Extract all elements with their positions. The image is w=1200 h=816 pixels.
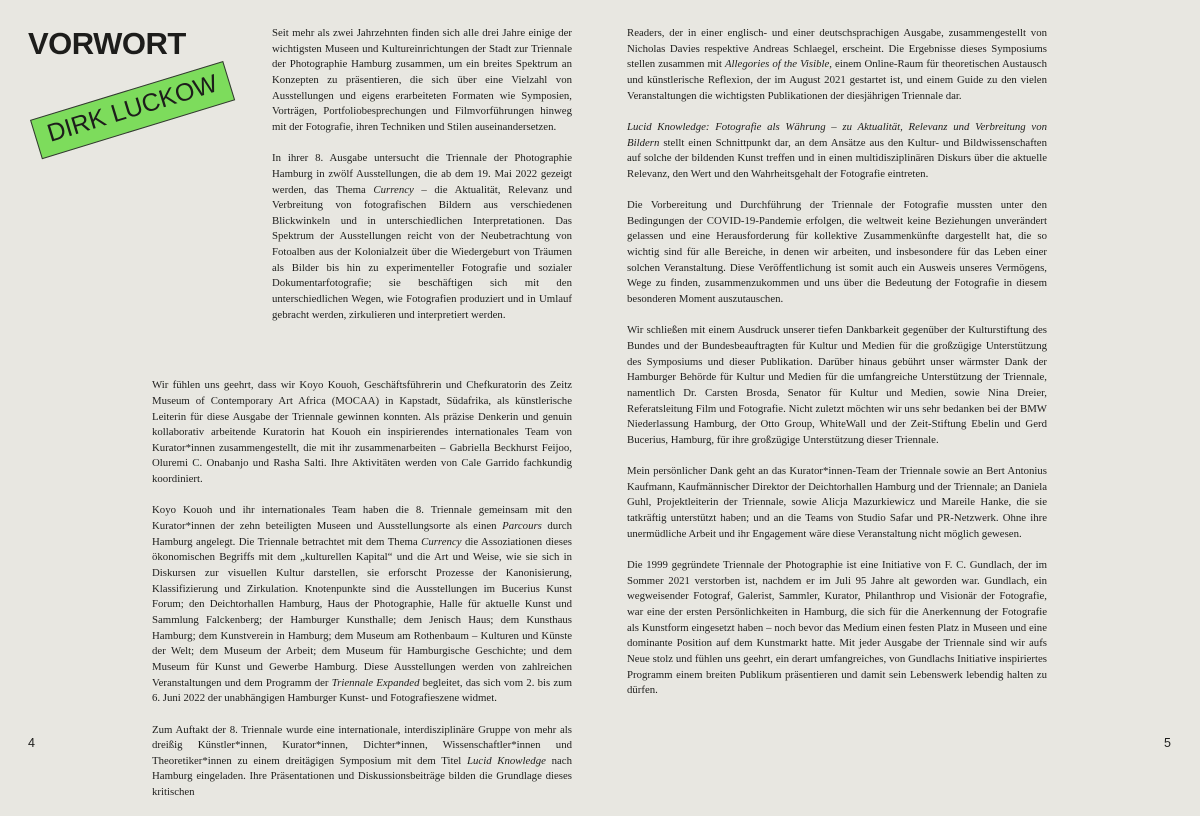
page-number-right: 5 [1164, 736, 1171, 750]
paragraph-11: Die 1999 gegründete Triennale der Photographie ist eine Initiative von F. C. Gundlach, der im Sommer 2021 verstorben ist, nachdem er im Juli 95 Jahre alt geworden war. Gundlach, ein wegweisender Fotograf, Galerist, Sammler, Kurator, Philanthrop und Visionär der Fotografie, war eine der ersten Persönlichkeiten in Hamburg, die sich für die Anerkennung der Fotografie als Kunstform eingesetzt haben – noch bevor das Medium einen festen Platz in Museen und eine dominante Position auf dem Kunstmarkt hatte. Mit jeder Ausgabe der Triennale sind wir aufs Neue stolz und fühlen uns geehrt, ein derart umfangreiches, von Gundlachs Initiative inspiriertes Programm einem breiten Publikum präsentieren und damit sein Lebenswerk lebendig halten zu dürfen. [627, 559, 1047, 697]
paragraph-5: Zum Auftakt der 8. Triennale wurde eine internationale, interdisziplinäre Gruppe von mehr als dreißig Künstler*innen, Kurator*innen, Dichter*innen, Wissenschaftler*innen und Theoretiker*innen zu einem dreitägigen Symposium mit dem Titel Lucid Knowledge nach Hamburg eingeladen. Ihre Präsentationen und Diskussionsbeiträge bilden die Grundlage dieses kritischen [152, 723, 572, 799]
paragraph-6: Readers, der in einer englisch- und einer deutschsprachigen Ausgabe, zusammengestellt von Nicholas Davies respektive Andreas Schlaegel, erscheint. Die Ergebnisse dieses Symposiums stellen zusammen mit Allegories of the Visible, einem Online-Raum für theoretischen Austausch und künstlerische Reflexion, der im August 2021 gestartet ist, und einem Guide zu den vielen Veranstaltungen die wichtigsten Publikationen der diesjährigen Triennale dar. [627, 27, 1047, 102]
author-tag: DIRK LUCKOW [30, 61, 235, 159]
page-title: VORWORT [28, 26, 186, 61]
wrap-spacer [152, 151, 272, 378]
paragraph-10: Mein persönlicher Dank geht an das Kurator*innen-Team der Triennale sowie an Bert Antonius Kaufmann, Kaufmännischer Direktor der Deichtorhallen Hamburg und der Triennale; an Daniela Guhl, Projektleiterin der Triennale, sowie Alicja Mazurkiewicz und Mareile Hanke, die sie tatkräftig unterstützt haben; und an die Teams von Studio Safar und PR-Netzwerk. Ohne ihre unermüdliche Arbeit und ihr Engagement wäre diese Veranstaltung nicht möglich gewesen. [627, 465, 1047, 540]
left-column [152, 26, 572, 816]
page-number-left: 4 [28, 736, 35, 750]
paragraph-7: Lucid Knowledge: Fotografie als Währung – zu Aktualität, Relevanz und Verbreitung von Bildern stellt einen Schnittpunkt dar, an dem Ansätze aus den Kultur- und Bildwissenschaften auf solche der bildenden Kunst treffen und in einen multidisziplinären Diskurs über die aktuelle Relevanz, den Wert und den Wahrheitsgehalt der Fotografie eintreten. [627, 120, 1047, 180]
paragraph-3: Wir fühlen uns geehrt, dass wir Koyo Kouoh, Geschäftsführerin und Chefkuratorin des Zeitz Museum of Contemporary Art Africa (MOCAA) in Kapstadt, Südafrika, als künstlerische Leiterin für diese Ausgabe der Triennale gewinnen konnten. Als präzise Denkerin und genuin kollaborativ arbeitende Kuratorin hat Kouoh ein inspirierendes internationales Team von Kurator*innen zusammengestellt, die mit ihr zusammenarbeiten – Gabriella Beckhurst Feijoo, Oluremi C. Onabanjo und Rasha Salti. Ihre Aktivitäten werden von Cale Garrido fachkundig koordiniert. [152, 379, 572, 486]
paragraph-1: Seit mehr als zwei Jahrzehnten finden sich alle drei Jahre einige der wichtigsten Museen und Kultureinrichtungen der Stadt zur Triennale der Photographie Hamburg zusammen, um ein breites Spektrum an Konzepten zu präsentieren, die sich über eine Vielzahl von Ausstellungen und eigens erarbeiteten Formaten wie Symposien, Vorträgen, Portfoliobesprechungen und Filmvorführungen hinweg mit der Fotografie, ihren Techniken und Stilen auseinandersetzen. [272, 27, 572, 133]
paragraph-2: In ihrer 8. Ausgabe untersucht die Triennale der Photographie Hamburg in zwölf Ausstellungen, die ab dem 19. Mai 2022 gezeigt werden, das Thema Currency – die Aktualität, Relevanz und Verbreitung von fotografischen Bildern aus verschiedenen Blickwinkeln und in unterschiedlichen Interpretationen. Das Spektrum der Ausstellungen reicht von der Neubetrachtung von Fotoalben aus der Kolonialzeit über die Wiedergeburt von Träumen als Bilder bis hin zu experimenteller Fotografie und sozialer Dokumentarfotografie; sie beschäftigen sich mit den unterschiedlichen Wegen, wie Fotografien produziert und in Umlauf gebracht werden, zirkulieren und interpretiert werden. [272, 152, 572, 321]
right-column [627, 26, 1047, 715]
paragraph-8: Die Vorbereitung und Durchführung der Triennale der Fotografie mussten unter den Bedingungen der COVID-19-Pandemie erfolgen, die weltweit keine Beziehungen unverändert gelassen und eine Herausforderung für kollektive Zusammenkünfte dargestellt hat, die so wichtig sind für alle Bereiche, in denen wir arbeiten, und insbesondere für das Leben einer solchen Veranstaltung. Diese Veröffentlichung ist somit auch ein Ausweis unseres Vermögens, Wege zu finden, zusammenzukommen und uns über die Bedeutung der Fotografie in diesem besonderen Moment auszutauschen. [627, 199, 1047, 306]
paragraph-4: Koyo Kouoh und ihr internationales Team haben die 8. Triennale gemeinsam mit den Kurator*innen der zehn beteiligten Museen und Ausstellungsorte als einen Parcours durch Hamburg angelegt. Die Triennale betrachtet mit dem Thema Currency die Assoziationen dieses ökonomischen Begriffs mit dem „kulturellen Kapital“ und die Art und Weise, wie sie sich in Diskursen zur visuellen Kultur darstellen, sie erforscht Prozesse der Kanonisierung, Klassifizierung und Zirkulation. Knotenpunkte sind die Ausstellungen im Bucerius Kunst Forum; den Deichtorhallen Hamburg, Haus der Photographie, Halle für aktuelle Kunst und Sammlung Falckenberg; der Hamburger Kunsthalle; dem Jenisch Haus; dem Kunsthaus Hamburg; dem Kunstverein in Hamburg; dem Museum am Rothenbaum – Kulturen und Künste der Welt; dem Museum der Arbeit; dem Museum für Hamburgische Geschichte; und dem Museum für Kunst und Gewerbe Hamburg. Diese Ausstellungen werden von zahlreichen Veranstaltungen und dem Programm der Triennale Expanded begleitet, das sich vom 2. bis zum 6. Juni 2022 der unabhängigen Hamburger Kunst- und Fotografieszene widmet. [152, 504, 573, 705]
paragraph-9: Wir schließen mit einem Ausdruck unserer tiefen Dankbarkeit gegenüber der Kulturstiftung des Bundes und der Bundesbeauftragten für Kultur und Medien für die großzügige Unterstützung des Symposiums und dieser Publikation. Darüber hinaus gebührt unser wärmster Dank der Hamburger Behörde für Kultur und Medien für die umfangreiche Unterstützung der Triennale, namentlich Dr. Carsten Brosda, Senator für Kultur und Medien, sowie Nina Dreier, Referatsleitung Film und Fotografie. Nicht zuletzt möchten wir uns sehr bedanken bei der BMW Niederlassung Hamburg, der Otto Group, WhiteWall und der Zeit-Stiftung Ebelin und Gerd Bucerius, Hamburg, für ihre großzügige Unterstützung dieser Triennale. [627, 324, 1047, 446]
